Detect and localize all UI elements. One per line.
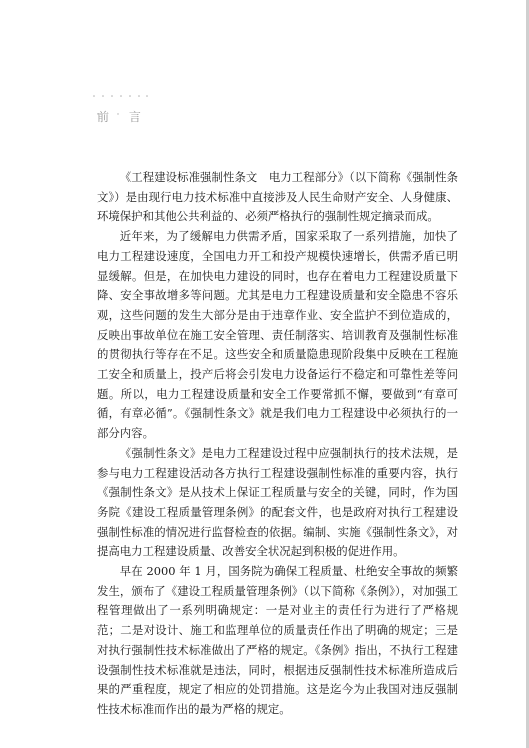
preface-heading: 前 言: [97, 110, 149, 124]
paragraph-1: 《工程建设标准强制性条文 电力工程部分》（以下简称《强制性条文》）是由现行电力技术标准中直接涉及人民生命财产安全、人身健康、环境保护和其他公共利益的、必须严格执行的强制性规定摘录而成。: [97, 170, 458, 224]
paragraph-4: 早在 2000 年 1 月，国务院为确保工程质量、杜绝安全事故的频繁发生，颁布了《建设工程质量管理条例》（以下简称《条例》），对加强工程管理做出了一系列明确规定：一是对业主的责任行为进行了严格规范；二是对设计、施工和监理单位的质量责任作出了明确的规定；三是对执行强制性技术标准做出了严格的规定。《条例》指出，不执行工程建设强制性技术标准就是违法，同时，根据违反强制性技术标准所造成后果的严重程度，规定了相应的处罚措施。这是迄今为止我国对违反强制性技术标准而作出的最为严格的规定。: [97, 564, 458, 716]
paragraph-2: 近年来，为了缓解电力供需矛盾，国家采取了一系列措施，加快了电力工程建设速度，全国电力开工和投产规模快速增长，供需矛盾已明显缓解。但是，在加快电力建设的同时，也存在着电力工程建设质量下降、安全事故增多等问题。尤其是电力工程建设质量和安全隐患不容乐观，这些问题的发生大部分是由于违章作业、安全监护不到位造成的，反映出事故单位在施工安全管理、责任制落实、培训教育及强制性标准的贯彻执行等存在不足。这些安全和质量隐患现阶段集中反映在工程施工安全和质量上，投产后将会引发电力设备运行不稳定和可靠性差等问题。所以，电力工程建设质量和安全工作要常抓不懈，要做到“有章可循，有章必循”。《强制性条文》就是我们电力工程建设中必须执行的一部分内容。: [97, 229, 458, 441]
paragraph-3: 《强制性条文》是电力工程建设过程中应强制执行的技术法规，是参与电力工程建设活动各方执行工程建设强制性标准的重要内容，执行《强制性条文》是从技术上保证工程质量与安全的关键，同时，作为国务院《建设工程质量管理条例》的配套文件，也是政府对执行工程建设强制性标准的情况进行监督检查的依据。编制、实施《强制性条文》，对提高电力工程建设质量、改善安全状况起到积极的促进作用。: [97, 445, 458, 559]
body-text: [97, 168, 458, 720]
